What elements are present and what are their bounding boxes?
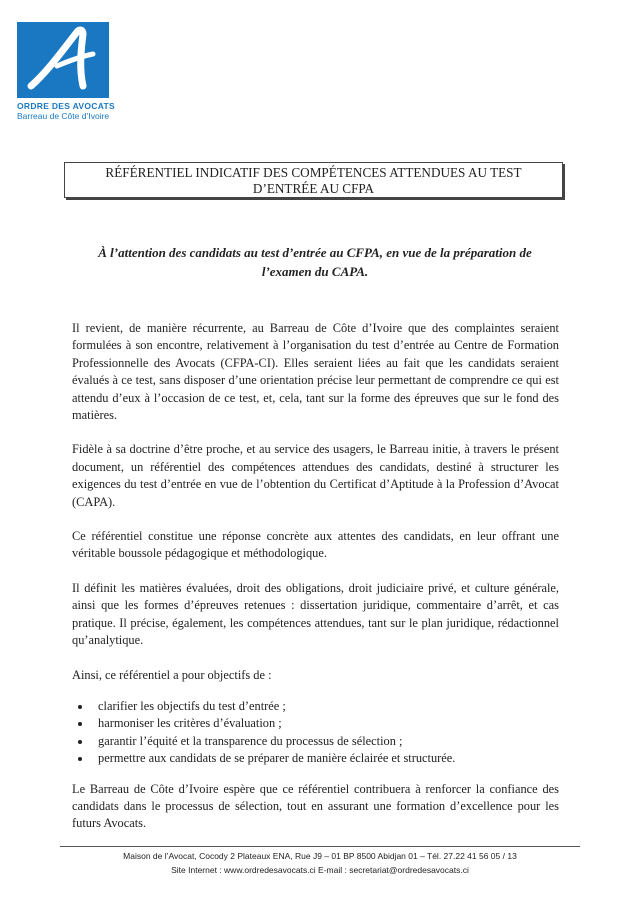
list-item: • garantir l’équité et la transparence du processus de sélection ;	[92, 733, 559, 750]
closing-paragraph: Le Barreau de Côte d’Ivoire espère que ce référentiel contribuera à renforcer la confiance des candidats dans le processus de sélection, tout en assurant une formation d’excellence pour les futurs Avocats.	[72, 781, 559, 831]
subtitle-line-2: l’examen du CAPA.	[261, 264, 369, 279]
paragraph: Ainsi, ce référentiel a pour objectifs de :	[72, 667, 272, 682]
org-name: ORDRE DES AVOCATS	[17, 101, 115, 111]
objectives-list	[72, 698, 559, 768]
title-line-1: RÉFÉRENTIEL INDICATIF DES COMPÉTENCES ATTENDUES AU TEST	[105, 165, 522, 180]
title-line-2: D’ENTRÉE AU CFPA	[252, 181, 375, 196]
list-item: • clarifier les objectifs du test d’entrée ;	[92, 698, 559, 715]
document-body	[72, 320, 559, 850]
footer-address: Maison de l’Avocat, Cocody 2 Plateaux ENA, Rue J9 – 01 BP 8500 Abidjan 01 – Tél. 27.22 41 56 05 / 13	[123, 851, 517, 861]
document-title	[64, 162, 563, 198]
stylized-a-logo-icon	[17, 22, 109, 98]
footer-divider	[60, 846, 580, 847]
paragraph: Fidèle à sa doctrine d’être proche, et au service des usagers, le Barreau initie, à travers le présent document, un référentiel des compétences attendues des candidats, destiné à structurer les exigences du test d’entrée en vue de l’obtention du Certificat d’Aptitude à la Profession d’Avocat (CAPA).	[72, 442, 559, 509]
subtitle-line-1: À l’attention des candidats au test d’entrée au CFPA, en vue de la préparation de	[98, 245, 532, 260]
list-item: • harmoniser les critères d’évaluation ;	[92, 715, 559, 732]
document-subtitle	[60, 243, 570, 281]
org-subtitle: Barreau de Côte d’Ivoire	[17, 111, 110, 121]
list-item: • permettre aux candidats de se préparer de manière éclairée et structurée.	[92, 750, 559, 767]
paragraph: Il revient, de manière récurrente, au Barreau de Côte d’Ivoire que des complaintes seraient formulées à son encontre, relativement à l’organisation du test d’entrée au Centre de Formation Professionnelle des Avocats (CFPA-CI). Elles seraient liées au fait que les candidats seraient évalués à ce test, sans disposer d’une orientation précise leur permettant de comprendre ce qui est attendu d’eux à l’occasion de ce test, et, cela, tant sur la forme des épreuves que sur le fond des matières.	[72, 321, 559, 423]
paragraph: Ce référentiel constitue une réponse concrète aux attentes des candidats, en leur offrant une véritable boussole pédagogique et méthodologique.	[72, 529, 559, 561]
paragraph: Il définit les matières évaluées, droit des obligations, droit judiciaire privé, et culture générale, ainsi que les formes d’épreuves retenues : dissertation juridique, commentaire d’arrêt, et cas pratique. Il précise, également, les compétences attendues, tant sur le plan juridique, rédactionnel qu’analytique.	[72, 580, 559, 648]
logo	[17, 22, 109, 98]
footer-contact: Site Internet : www.ordredesavocats.ci E-mail : secretariat@ordredesavocats.ci	[171, 865, 469, 875]
